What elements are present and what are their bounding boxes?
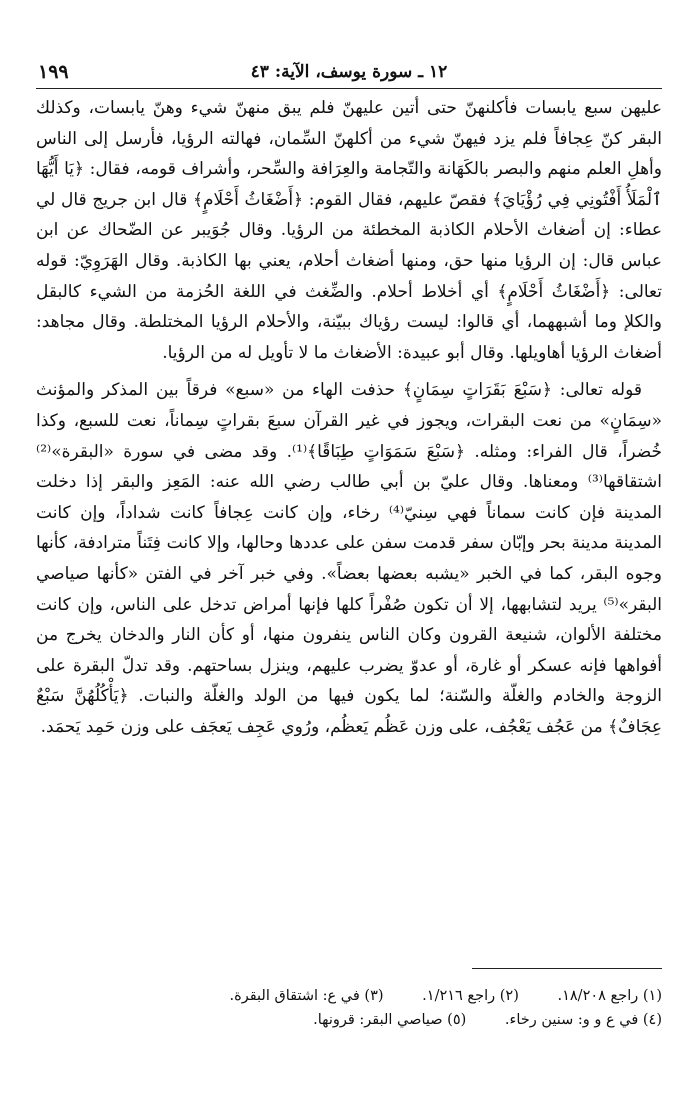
paragraph: عليهن سبع يابسات فأكلنهنّ حتى أتين عليهنّ فلم يبق منهنّ شيء وهنّ يابسات، وكذلك البقر كنّ عِجافاً فلم يزد فيهنّ شيء من أكلهنّ السِّمان، فهالته الرؤيا، فأرسل إلى الناس وأهلِ العلم منهم والبصر بالكَهَانة والتّجامة والعِرَافة والسِّحر، وأشراف قومه، فقال: ﴿يَا أَيُّهَا ٱلْمَلَأُ أَفْتُونِي فِي رُؤْيَايَ﴾ فقصّ عليهم، فقال القوم: ﴿أَضْغَاثُ أَحْلَامٍ﴾ قال ابن جريج قال لي عطاء: إن أضغاث الأحلام الكاذبة المخطئة من الرؤيا. وقال جُوَيبر عن الضّحاك عن ابن عباس قال: إن الرؤيا منها حق، ومنها أضغاث أحلام، يعني بها الكاذبة. وقال الهَرَوِيّ: قوله تعالى: ﴿أَضْغَاثُ أَحْلَامٍ﴾ أي أخلاط أحلام. والضِّغث في اللغة الحُزمة من الشيء كالبقل والكلإ وما أشبههما، أي قالوا: ليست رؤياك ببيّنة، والأحلام الرؤيا المختلطة. وقال مجاهد: أضغاث الرؤيا أهاويلها. وقال أبو عبيدة: الأضغاث ما لا تأويل له من الرؤيا. — [36, 98, 662, 363]
paragraph: قوله تعالى: ﴿سَبْعَ بَقَرَاتٍ سِمَانٍ﴾ حذفت الهاء من «سبع» فرقاً بين المذكر والمؤنث «سِمَانٍ» من نعت البقرات، ويجوز في غير القرآن سبعَ بقراتٍ سِماناً، نعت للسبع، وكذا خُضراً، قال الفراء: ومثله. ﴿سَبْعَ سَمَوَاتٍ طِبَاقًا﴾⁽¹⁾. وقد مضى في سورة «البقرة»⁽²⁾ اشتقاقها⁽³⁾ ومعناها. وقال عليّ بن أبي طالب رضي الله عنه: المَعِز والبقر إذا دخلت المدينة فإن كانت سماناً فهي سِنيّ⁽⁴⁾ رخاء، وإن كانت عِجافاً كانت شداداً، وإن كانت المدينة مدينة بحر وإبّان سفر قدمت سفن على عددها وحالها، وإلا كانت فِتَناً مترادفة، كأنها وجوه البقر، كما في الخبر «يشبه بعضها بعضاً». وفي خبر آخر في الفتن «كأنها صياصي البقر»⁽⁵⁾ يريد لتشابهها، إلا أن تكون صُفْراً كلها فإنها أمراض تدخل على الناس، وإن كانت مختلفة الألوان، شنيعة القرون وكان الناس ينفرون منها، أو كأن النار والدخان يخرج من أفواهها فإنه عسكر أو غارة، أو عدوّ يضرب عليهم، وينزل بساحتهم. وقد تدلّ البقرة على الزوجة والخادم والغلّة والسّنة؛ لما يكون فيها من الولد والغلّة والنبات. ﴿يَأْكُلُهُنَّ سَبْعٌ عِجَافٌ﴾ من عَجُف يَعْجُف، على وزن عَظُم يَعظُم، ورُوي عَجِف يَعجَف على وزن حَمِد يَحمَد. — [36, 380, 663, 737]
running-title: ١٢ ـ سورة يوسف، الآية: ٤٣ — [250, 62, 448, 82]
body-text — [36, 93, 662, 742]
footnote: (٢) راجع ١/٢١٦. — [422, 988, 519, 1004]
footnote: (٣) في ع: اشتقاق البقرة. — [229, 988, 384, 1004]
page-header — [36, 58, 662, 89]
footnote: (١) راجع ١٨/٢٠٨. — [557, 988, 662, 1004]
footnote: (٥) صياصي البقر: قرونها. — [313, 1012, 467, 1028]
footnote-line — [36, 1008, 662, 1032]
footnotes — [36, 984, 662, 1032]
footnote-line — [36, 984, 662, 1008]
footnote-separator — [472, 968, 662, 969]
page-number: ١٩٩ — [38, 61, 69, 83]
footnote: (٤) في ع و و: سنين رخاء. — [504, 1012, 662, 1028]
